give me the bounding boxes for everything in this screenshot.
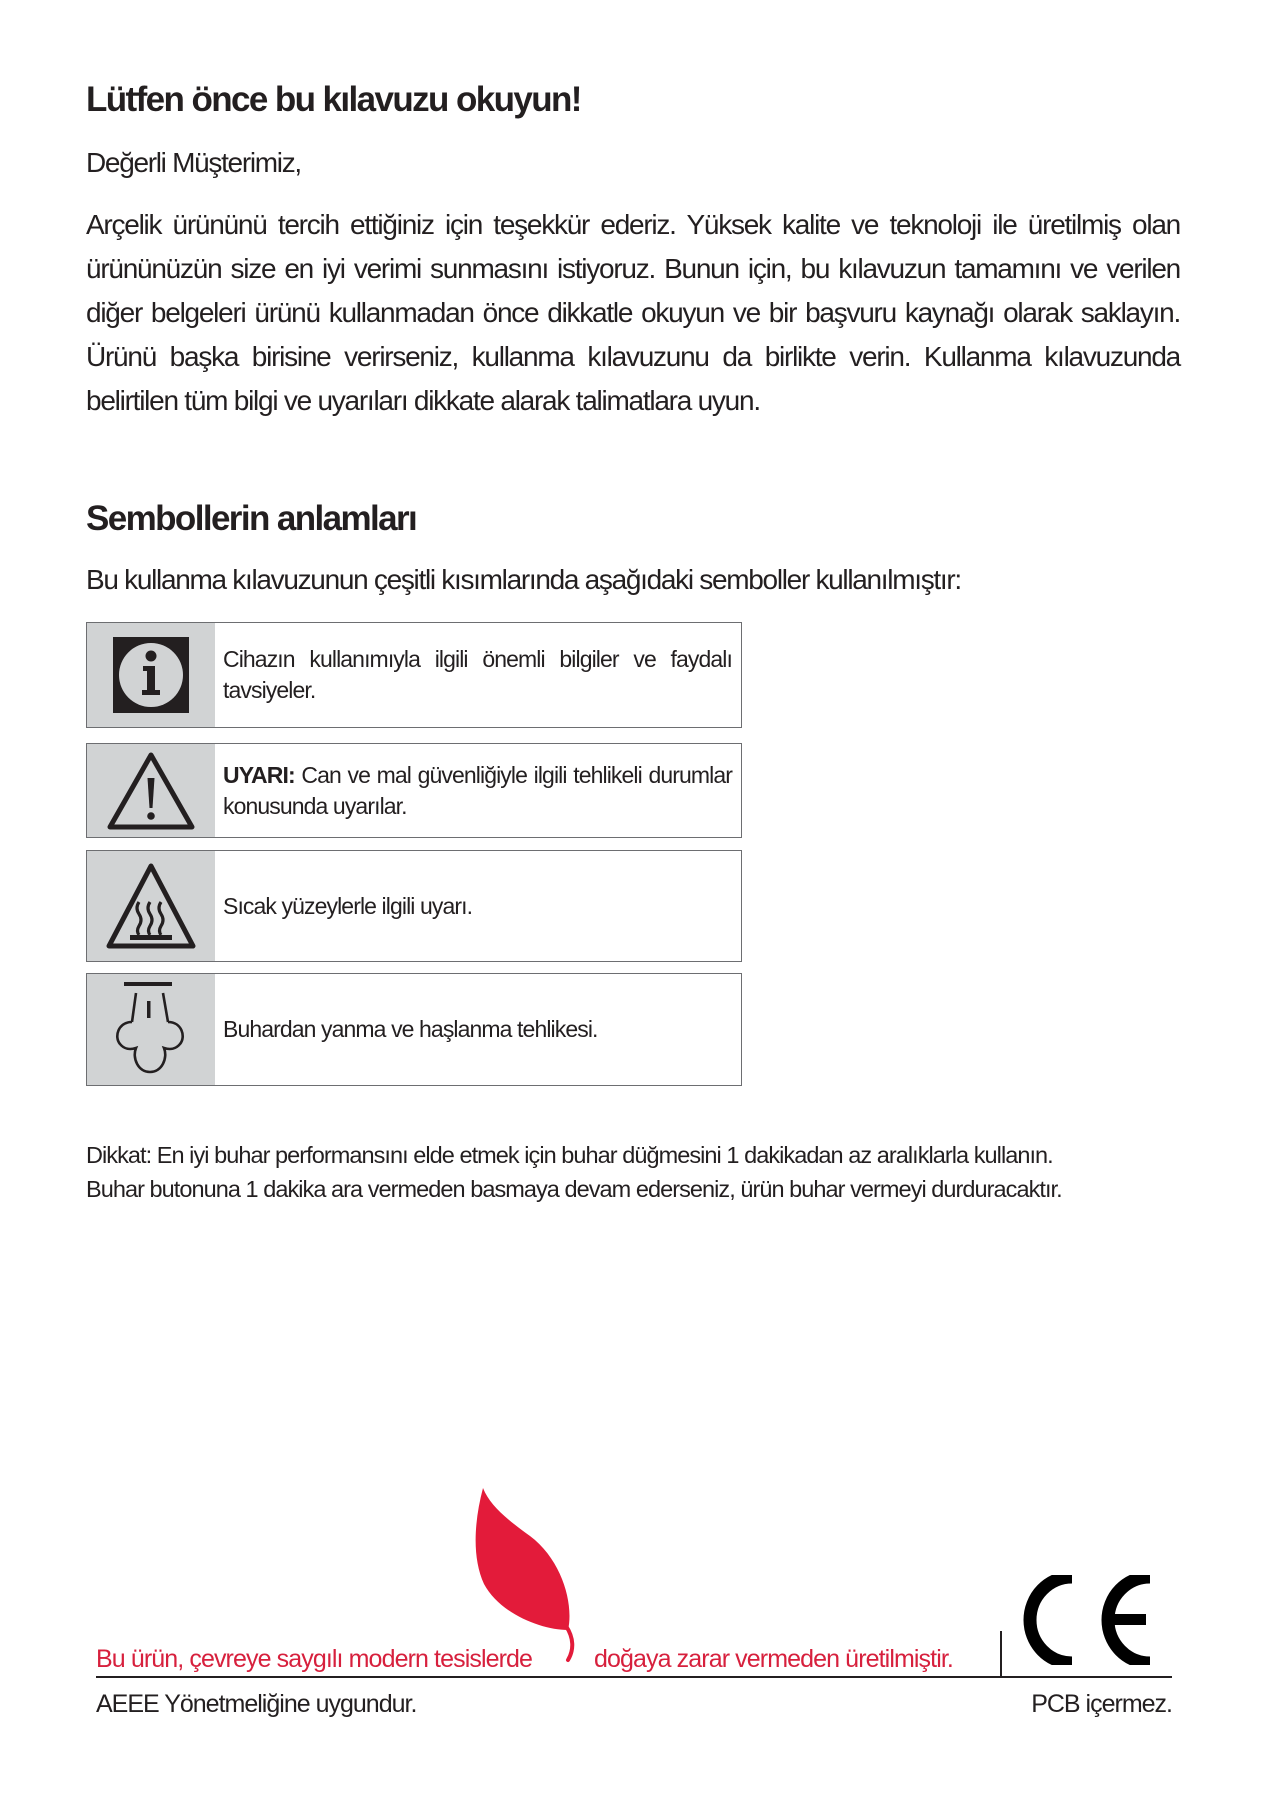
eco-text-right: doğaya zarar vermeden üretilmiştir. [594, 1645, 953, 1673]
steam-icon [87, 974, 215, 1085]
note-line-1: Dikkat: En iyi buhar performansını elde etmek için buhar düğmesini 1 dakikadan az aralıklarla kullanın. [86, 1142, 1053, 1168]
symbol-text: Sıcak yüzeylerle ilgili uyarı. [223, 892, 473, 919]
leaf-icon [470, 1484, 580, 1664]
footer-rule [96, 1676, 1172, 1678]
page-title: Lütfen önce bu kılavuzu okuyun! [86, 80, 581, 119]
symbol-row-warning [86, 743, 742, 838]
symbol-row-info [86, 622, 742, 728]
symbol-row-hot-surface [86, 850, 742, 962]
steam-note [86, 1138, 1062, 1206]
symbols-intro: Bu kullanma kılavuzunun çeşitli kısımlarında aşağıdaki semboller kullanılmıştır: [86, 564, 961, 595]
salutation: Değerli Müşterimiz, [86, 147, 301, 178]
compliance-aeee: AEEE Yönetmeliğine uygundur. [96, 1690, 417, 1718]
compliance-pcb: PCB içermez. [1031, 1690, 1172, 1718]
note-line-2: Buhar butonuna 1 dakika ara vermeden basmaya devam ederseniz, ürün buhar vermeyi durduracaktır. [86, 1176, 1062, 1202]
symbol-text: Buhardan yanma ve haşlanma tehlikesi. [223, 1016, 598, 1042]
symbol-text: Can ve mal güvenliğiyle ilgili tehlikeli durumlar konusunda uyarılar. [223, 761, 732, 819]
eco-text-left: Bu ürün, çevreye saygılı modern tesislerde [96, 1645, 533, 1673]
hot-surface-icon [87, 851, 215, 961]
footer-divider-tick [1000, 1631, 1002, 1677]
ce-mark-icon [1022, 1575, 1156, 1665]
warning-triangle-icon [87, 744, 215, 837]
warning-label: UYARI: [223, 761, 295, 788]
symbol-text: Cihazın kullanımıyla ilgili önemli bilgiler ve faydalı tavsiyeler. [223, 646, 732, 703]
info-icon [87, 623, 215, 727]
symbol-row-steam [86, 973, 742, 1086]
symbols-heading: Sembollerin anlamları [86, 499, 417, 538]
intro-paragraph: Arçelik ürününü tercih ettiğiniz için teşekkür ederiz. Yüksek kalite ve teknoloji ile üretilmiş olan ürününüzün size en iyi verimi sunmasını istiyoruz. Bunun için, bu kılavuzun tamamını ve verilen diğer belgeleri ürünü kullanmadan önce dikkatle okuyun ve bir başvuru kaynağı olarak saklayın. Ürünü başka birisine verirseniz, kullanma kılavuzunu da birlikte verin. Kullanma kılavuzunda belirtilen tüm bilgi ve uyarıları dikkate alarak talimatlara uyun. [86, 209, 1180, 416]
